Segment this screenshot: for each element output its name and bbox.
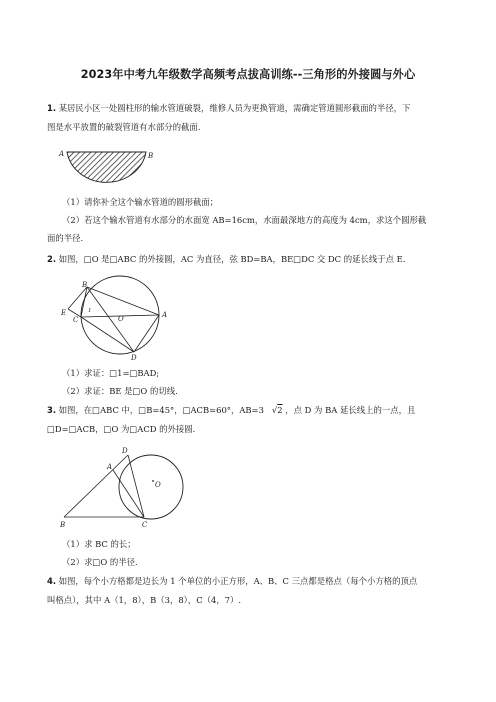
problem-3-question-1: （1）求 BC 的长； [62, 539, 136, 549]
problem-2-text [47, 253, 456, 265]
problem-2-number: 2. [47, 254, 57, 264]
sqrt-expression [267, 405, 283, 415]
label-o: O [118, 315, 124, 323]
circle-o [119, 455, 183, 519]
label-b: B [60, 521, 66, 529]
center-point [152, 480, 154, 482]
label-c: C [73, 316, 79, 324]
label-a: A [59, 150, 65, 158]
problem-1-question-2-line-2: 面的半径. [47, 233, 84, 243]
problem-3-line-2: □D=□ACB，□O 为□ACD 的外接圆. [47, 424, 196, 434]
label-b: B [148, 152, 154, 160]
label-d: D [131, 354, 137, 360]
label-b: B [82, 281, 88, 289]
sqrt-argument: 2 [277, 405, 283, 415]
problem-4-number: 4. [47, 576, 57, 586]
water-segment [67, 152, 146, 182]
problem-3-number: 3. [47, 405, 57, 415]
problem-2-statement: 如图，□O 是□ABC 的外接圆，AC 为直径，弦 BD=BA，BE□DC 交 DC 的延长线于点 E. [58, 254, 406, 264]
problem-1-question-2-line-1: （2）若这个输水管道有水部分的水面宽 AB=16cm，水面最深地方的高度为 4cm，求这个圆形截 [62, 215, 427, 225]
label-e: E [61, 309, 67, 317]
pipe-cross-section-figure [58, 145, 158, 195]
label-a: A [107, 463, 113, 471]
label-angle-1: 1 [88, 308, 92, 314]
circle-diagram-3 [58, 443, 188, 533]
circle-diagram-2 [58, 275, 178, 360]
problem-4-line-1-text: 如图，每个小方格都是边长为 1 个单位的小正方形，A、B、C 三点都是格点（每个小方格的顶点 [58, 576, 418, 586]
problem-3-question-2: （2）求□O 的半径. [62, 557, 138, 567]
label-o: O [155, 481, 161, 489]
problem-2-question-1: （1）求证：□1=□BAD; [62, 368, 160, 378]
problem-1-number: 1. [47, 103, 57, 113]
problem-4-line-1 [47, 575, 456, 587]
problem-1-question-1: （1）请你补全这个输水管道的圆形截面； [62, 197, 219, 207]
problem-1-line-2: 图是水平放置的破裂管道有水部分的截面. [47, 122, 201, 132]
problem-2-question-2: （2）求证：BE 是□O 的切线. [62, 386, 178, 396]
problem-1-line-1: 某居民小区一处圆柱形的输水管道破裂，维修人员为更换管道，需确定管道圆形截面的半径，下 [58, 103, 411, 113]
label-a: A [162, 311, 168, 319]
page-title: 2023年中考九年级数学高频考点拔高训练--三角形的外接圆与外心 [80, 68, 416, 81]
diagram-3-lines [64, 455, 144, 517]
problem-4-line-2: 叫格点），其中 A（1，8），B（3，8），C（4，7）. [47, 595, 242, 605]
label-d: D [122, 447, 128, 455]
problem-3-line-1-a: 如图，在□ABC 中，□B=45°，□ACB=60°，AB=3 [58, 405, 264, 415]
problem-1-text [47, 102, 456, 114]
problem-3-line-1 [47, 404, 456, 416]
problem-3-line-1-b: ，点 D 为 BA 延长线上的一点，且 [285, 405, 416, 415]
label-c: C [142, 521, 148, 529]
sqrt-symbol: √ [271, 405, 278, 415]
